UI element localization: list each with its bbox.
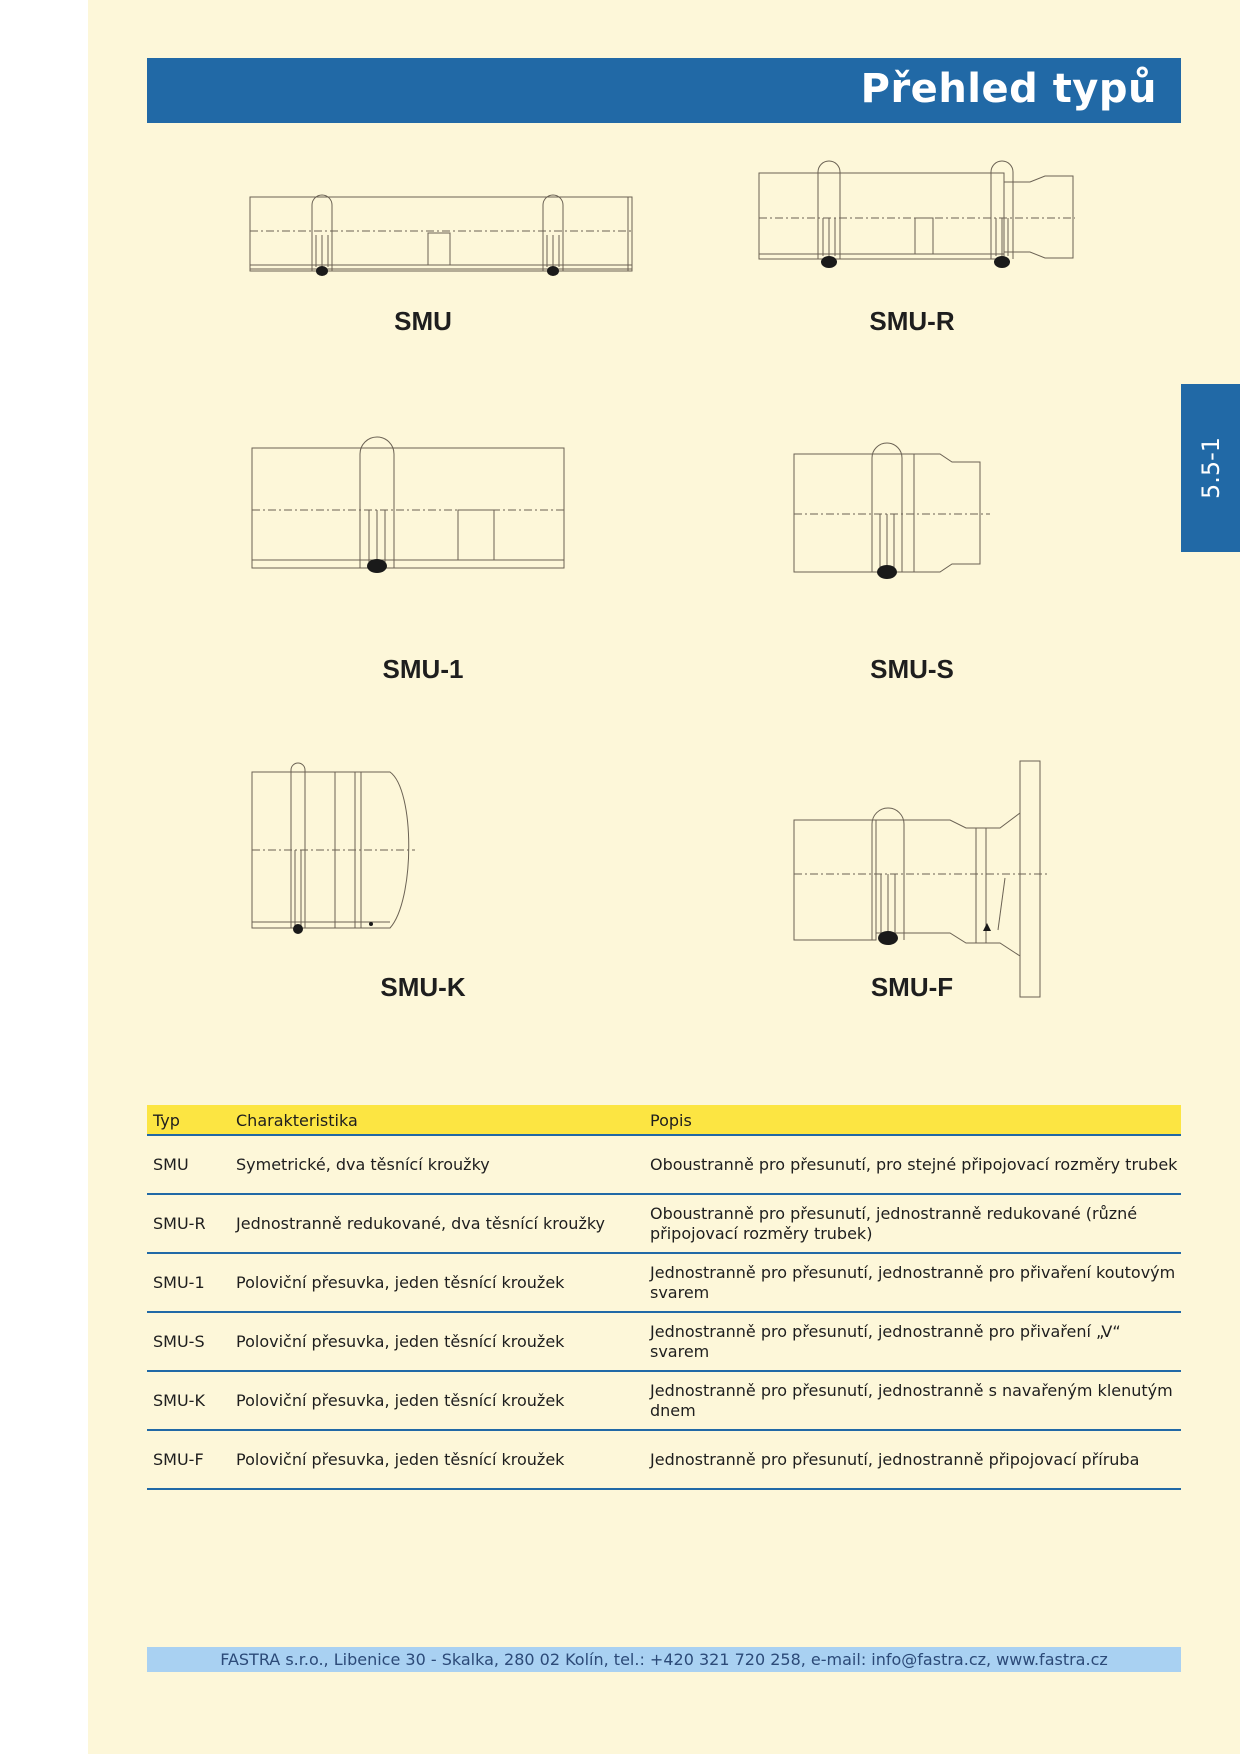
cell-popis: Oboustranně pro přesunutí, jednostranně redukované (různé připojovací rozměry trubek) <box>650 1203 1138 1243</box>
cell-charakteristika: Jednostranně redukované, dva těsnící kroužky <box>236 1213 605 1233</box>
header-charakteristika: Charakteristika <box>236 1111 358 1130</box>
cell-popis: Jednostranně pro přesunutí, jednostranně pro přivaření koutovým svarem <box>650 1262 1176 1302</box>
drawing-smu-s <box>790 438 1000 588</box>
section-tab-label: 5.5-1 <box>1196 436 1225 500</box>
header-bar <box>147 58 1181 123</box>
cell-popis: Oboustranně pro přesunutí, pro stejné připojovací rozměry trubek <box>650 1154 1178 1174</box>
cell-charakteristika: Symetrické, dva těsnící kroužky <box>236 1154 490 1174</box>
cell-typ: SMU-K <box>153 1390 205 1410</box>
table-row <box>147 1313 1181 1372</box>
footer-contact: FASTRA s.r.o., Libenice 30 - Skalka, 280 02 Kolín, tel.: +420 321 720 258, e-mail: info@fastra.cz, www.fastra.cz <box>147 1647 1181 1672</box>
cell-popis: Jednostranně pro přesunutí, jednostranně s navařeným klenutým dnem <box>650 1380 1173 1420</box>
figure-label-smu-k: SMU-K <box>380 972 466 1002</box>
table-row <box>147 1195 1181 1254</box>
page-title: Přehled typů <box>860 66 1157 112</box>
figure-label-smu-r: SMU-R <box>869 306 955 336</box>
cell-typ: SMU <box>153 1154 189 1174</box>
header-popis: Popis <box>650 1111 692 1130</box>
figure-label-smu-1: SMU-1 <box>382 654 464 684</box>
cell-charakteristika: Poloviční přesuvka, jeden těsnící kroužek <box>236 1449 565 1469</box>
table-row <box>147 1431 1181 1490</box>
cell-typ: SMU-R <box>153 1213 206 1233</box>
cell-typ: SMU-1 <box>153 1272 205 1292</box>
table-header-row <box>147 1105 1181 1136</box>
table-row <box>147 1136 1181 1195</box>
cell-charakteristika: Poloviční přesuvka, jeden těsnící kroužek <box>236 1272 565 1292</box>
cell-typ: SMU-F <box>153 1449 204 1469</box>
cell-charakteristika: Poloviční přesuvka, jeden těsnící kroužek <box>236 1331 565 1351</box>
cell-popis: Jednostranně pro přesunutí, jednostranně pro přivaření „V“ svarem <box>650 1321 1121 1361</box>
table-row <box>147 1372 1181 1431</box>
drawing-smu-r <box>755 158 1085 278</box>
section-tab[interactable] <box>1181 384 1240 552</box>
cell-charakteristika: Poloviční přesuvka, jeden těsnící kroužek <box>236 1390 565 1410</box>
cell-popis: Jednostranně pro přesunutí, jednostranně připojovací příruba <box>650 1449 1140 1469</box>
types-table <box>147 1105 1181 1490</box>
cell-typ: SMU-S <box>153 1331 205 1351</box>
table-row <box>147 1254 1181 1313</box>
drawing-smu-f <box>790 758 1060 1003</box>
figure-label-smu-f: SMU-F <box>870 972 954 1002</box>
figure-label-smu: SMU <box>394 306 452 336</box>
figure-label-smu-s: SMU-S <box>870 654 954 684</box>
header-typ: Typ <box>153 1111 180 1130</box>
drawing-smu <box>245 185 645 285</box>
drawing-smu-k <box>245 760 425 940</box>
drawing-smu-1 <box>245 432 575 582</box>
